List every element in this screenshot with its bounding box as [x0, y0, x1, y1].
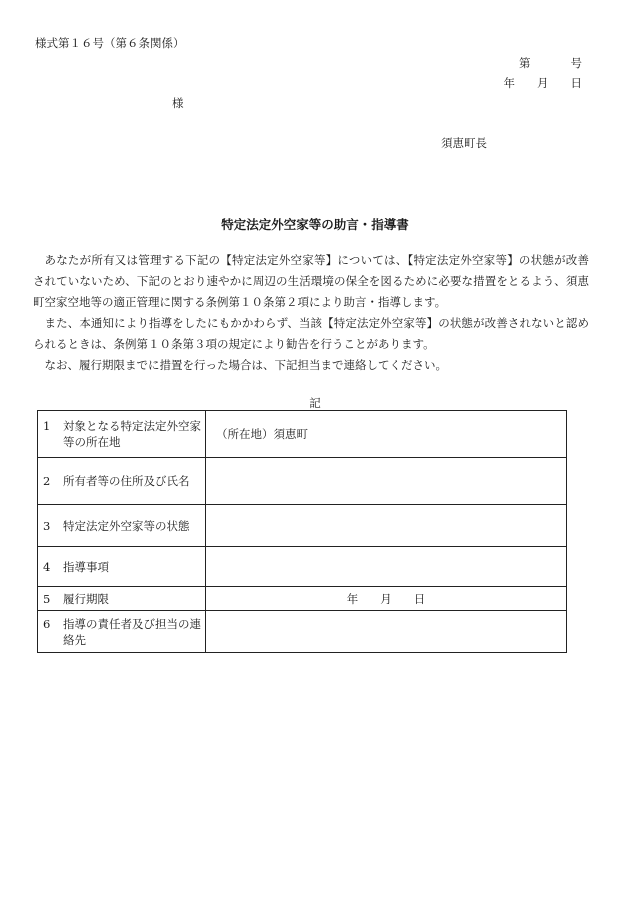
row-label-text: 対象となる特定法定外空家等の所在地	[63, 419, 201, 449]
row-value[interactable]	[206, 587, 567, 611]
row-number: 6	[43, 616, 51, 631]
deadline-month: 月	[380, 591, 392, 606]
row-value[interactable]	[206, 547, 567, 587]
table-row	[38, 611, 567, 653]
row-label	[38, 547, 206, 587]
location-value: （所在地）須恵町	[216, 427, 308, 441]
form-number: 様式第１６号（第６条関係）	[35, 36, 185, 50]
document-date	[504, 75, 583, 91]
row-number: 2	[43, 474, 51, 488]
document-number-suffix: 号	[570, 56, 582, 70]
row-label-text: 指導事項	[63, 559, 109, 574]
deadline-date	[206, 591, 566, 607]
row-label-text: 履行期限	[63, 591, 109, 606]
table-row	[38, 505, 567, 547]
table-row	[38, 458, 567, 505]
addressee: 様	[172, 96, 184, 110]
table-row	[38, 547, 567, 587]
row-label-text: 所有者等の住所及び氏名	[63, 474, 190, 488]
date-year: 年	[503, 76, 515, 90]
row-value[interactable]	[206, 611, 567, 653]
table-row	[38, 587, 567, 611]
document-number-prefix: 第	[519, 56, 531, 70]
row-label	[38, 611, 206, 653]
row-number: 4	[43, 559, 51, 574]
document-number	[519, 55, 582, 71]
deadline-day: 日	[413, 591, 426, 606]
row-number: 5	[43, 591, 51, 606]
row-label	[38, 505, 206, 547]
row-label	[38, 587, 206, 611]
table-row	[38, 411, 567, 458]
row-label-text: 特定法定外空家等の状態	[63, 518, 190, 533]
body-paragraph-1: あなたが所有又は管理する下記の【特定法定外空家等】については、【特定法定外空家等】の状態が改善されていないため、下記のとおり速やかに周辺の生活環境の保全を図るために必要な措置をとるよう、須恵町空家空地等の適正管理に関する条例第１０条第２項により助言・指導します。	[33, 253, 589, 309]
deadline-year: 年	[346, 591, 359, 606]
sender: 須恵町長	[441, 136, 487, 150]
date-day: 日	[570, 76, 582, 90]
row-label	[38, 458, 206, 505]
row-label	[38, 411, 206, 458]
row-number: 1	[43, 419, 51, 433]
body-text	[33, 250, 589, 376]
body-paragraph-2: また、本通知により指導をしたにもかかわらず、当該【特定法定外空家等】の状態が改善されないと認められるときは、条例第１０条第３項の規定により勧告を行うことがあります。	[33, 316, 589, 351]
row-number: 3	[43, 518, 51, 533]
document-title: 特定法定外空家等の助言・指導書	[221, 217, 409, 232]
row-value[interactable]	[206, 411, 567, 458]
date-month: 月	[537, 76, 549, 90]
row-value[interactable]	[206, 458, 567, 505]
row-value[interactable]	[206, 505, 567, 547]
body-paragraph-3: なお、履行期限までに措置を行った場合は、下記担当まで連絡してください。	[44, 358, 447, 372]
details-table	[37, 410, 567, 653]
row-label-text: 指導の責任者及び担当の連絡先	[63, 616, 201, 647]
ki-heading: 記	[309, 396, 321, 410]
